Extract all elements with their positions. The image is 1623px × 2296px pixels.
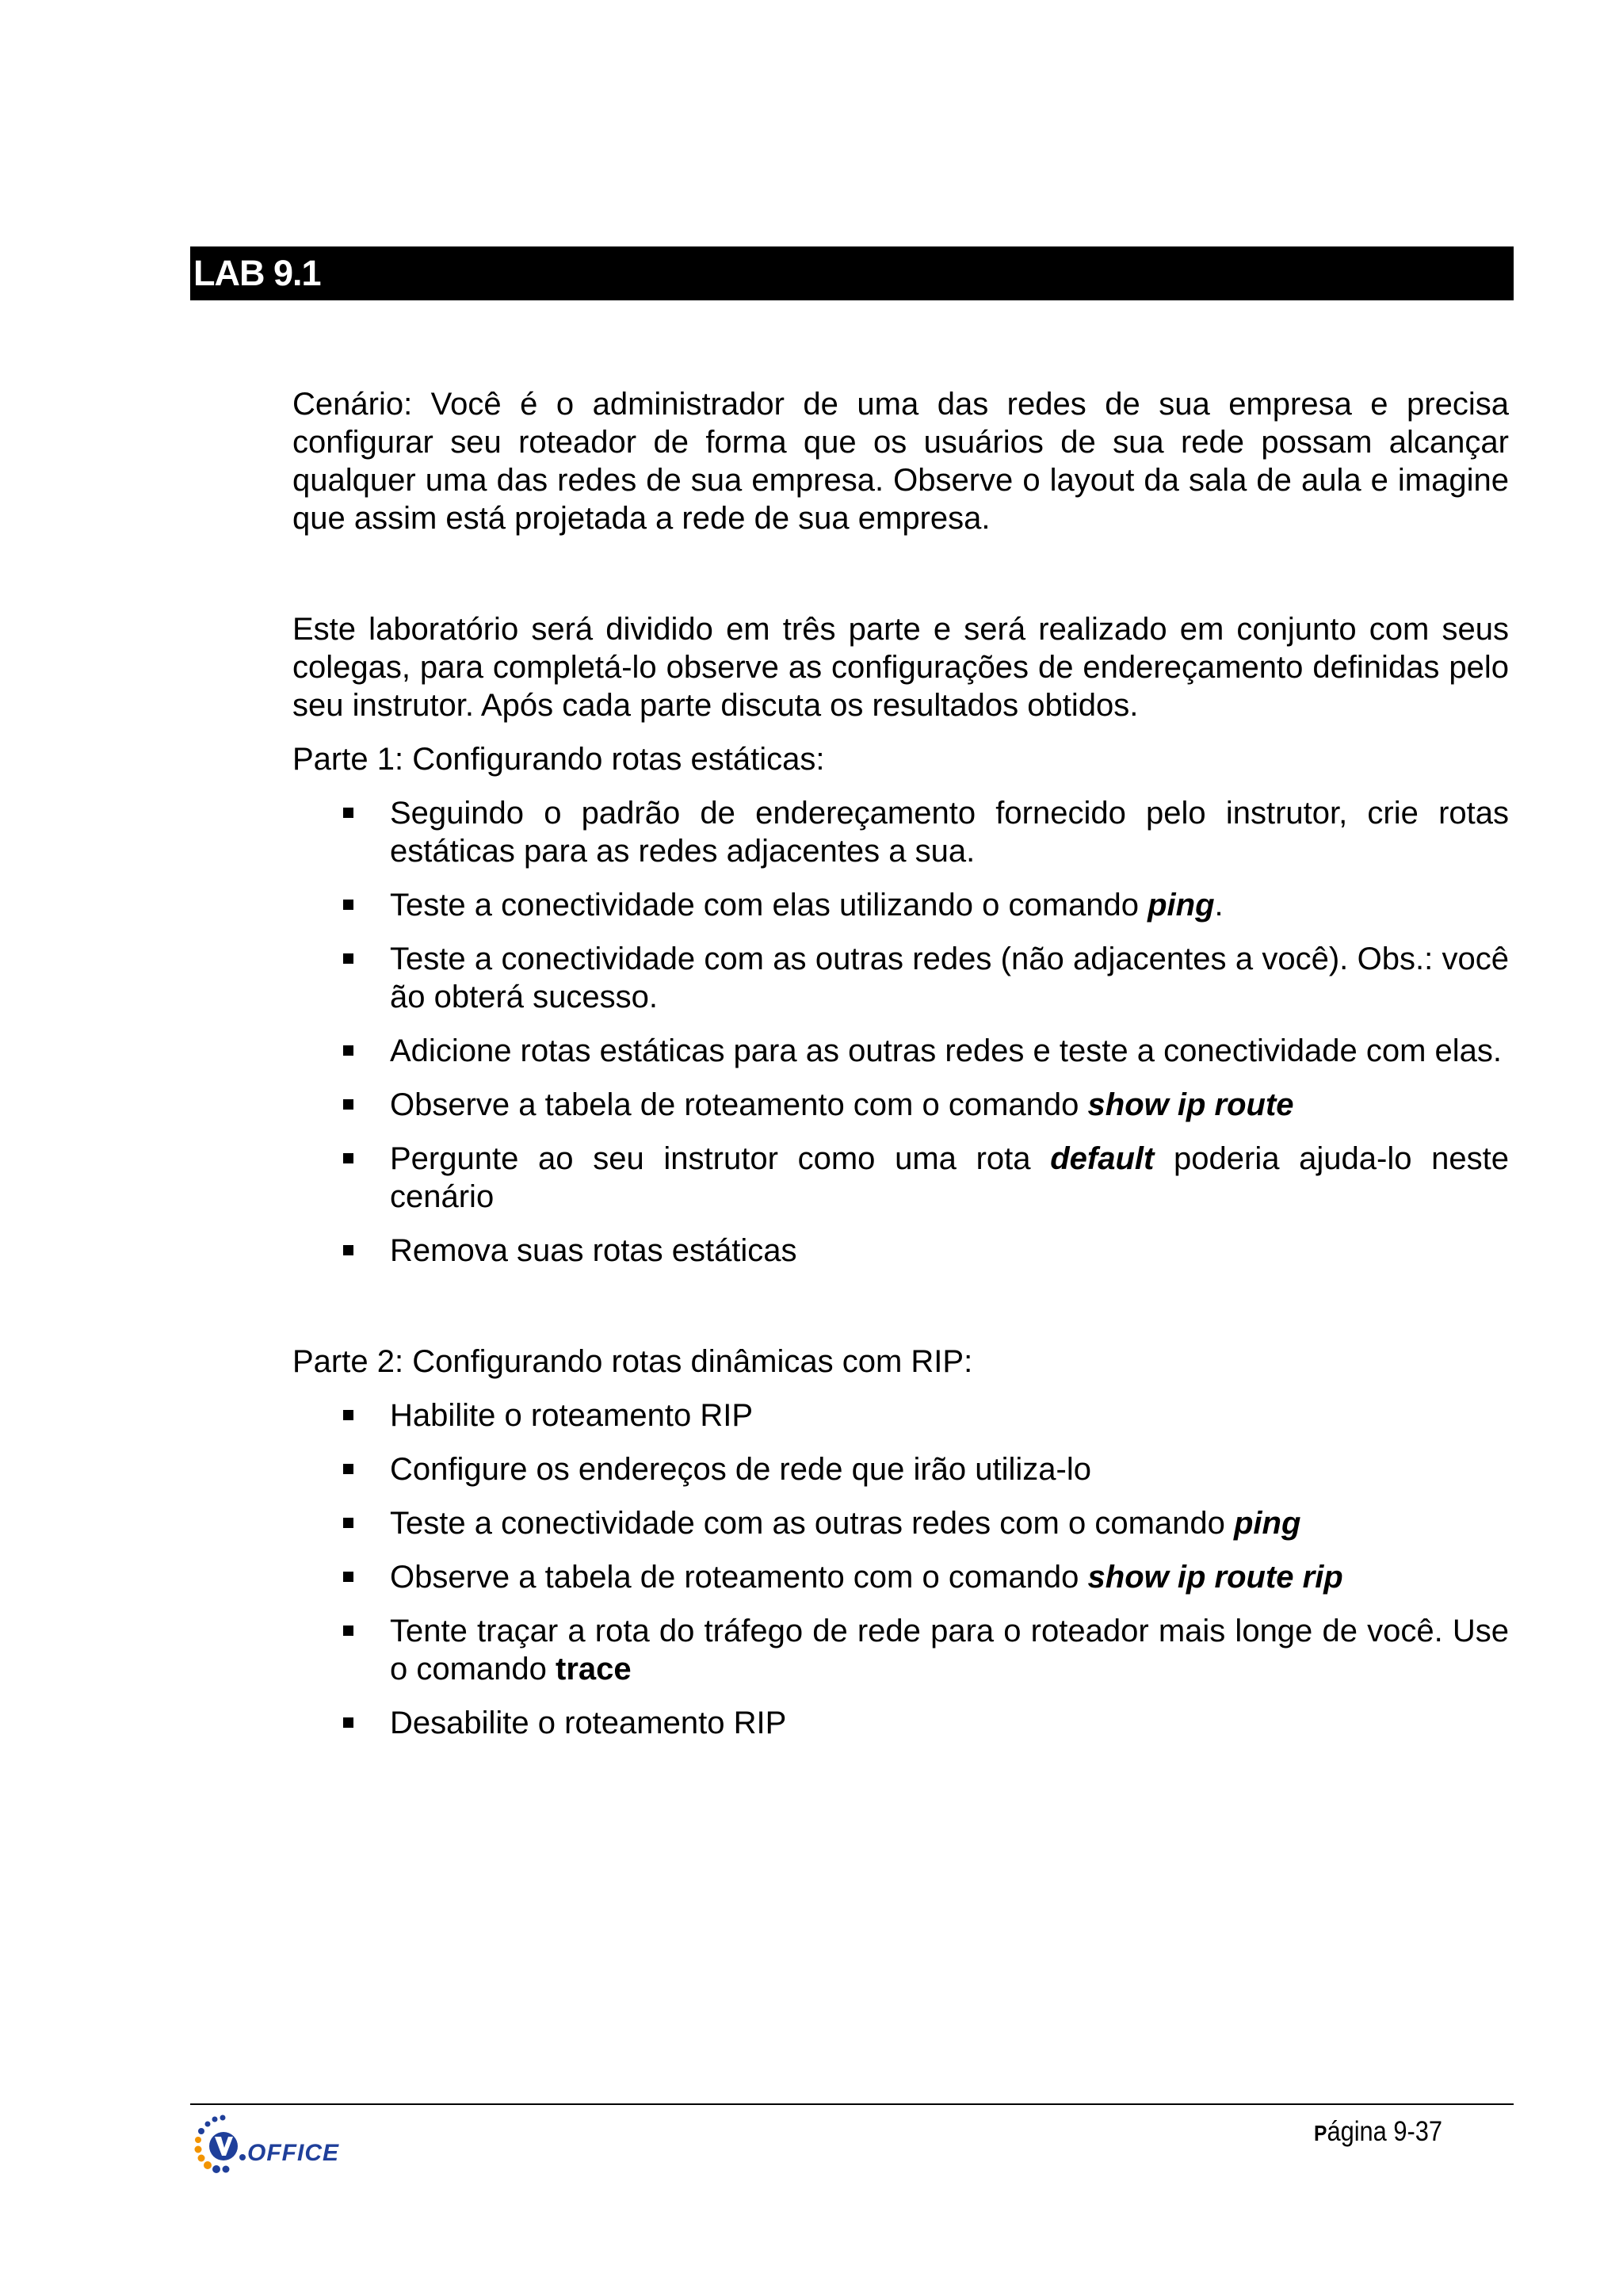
bullet-icon — [343, 1099, 353, 1110]
lab-title: LAB 9.1 — [193, 253, 321, 293]
command-text: ping — [1148, 888, 1215, 923]
logo-dot — [239, 2154, 246, 2160]
list-item — [292, 1232, 1509, 1270]
bullet-icon — [343, 1626, 353, 1636]
page-prefix: P — [1314, 2121, 1327, 2145]
command-text: trace — [556, 1652, 632, 1687]
item-text: Teste a conectividade com as outras redes com o comando — [390, 1506, 1234, 1541]
bullet-icon — [343, 1572, 353, 1582]
item-text: Tente traçar a rota do tráfego de rede para o roteador mais longe de você. Use o comando — [390, 1614, 1509, 1687]
bullet-icon — [343, 1518, 353, 1528]
item-text: Configure os endereços de rede que irão utiliza-lo — [390, 1452, 1091, 1487]
bullet-icon — [343, 1045, 353, 1056]
page-label: ágina 9-37 — [1327, 2116, 1443, 2147]
part2-heading: Parte 2: Configurando rotas dinâmicas com RIP: — [292, 1344, 973, 1379]
bullet-icon — [343, 1153, 353, 1163]
item-text: Teste a conectividade com elas utilizando o comando — [390, 888, 1148, 923]
part1-list — [292, 794, 1509, 1270]
list-item — [292, 1086, 1509, 1124]
bullet-icon — [343, 808, 353, 818]
bullet-icon — [343, 953, 353, 964]
scenario-paragraph: Cenário: Você é o administrador de uma das redes de sua empresa e precisa configurar seu roteador de forma que os usuários de sua rede possam alcançar qualquer uma das redes de sua empresa. Observe o layout da sala de aula e imagine que assim está projetada a rede de sua empresa. — [292, 387, 1509, 536]
list-item — [292, 886, 1509, 924]
bullet-icon — [343, 900, 353, 910]
item-text: Adicione rotas estáticas para as outras redes e teste a conectividade com elas. — [390, 1033, 1502, 1068]
logo-text: OFFICE — [247, 2140, 339, 2166]
item-text: Pergunte ao seu instrutor como uma rota — [390, 1141, 1051, 1176]
description-paragraph: Este laboratório será dividido em três parte e será realizado em conjunto com seus colegas, para completá-lo observe as configurações de endereçamento definidas pelo seu instrutor. Após cada parte discuta os resultados obtidos. — [292, 612, 1509, 723]
list-item — [292, 1032, 1509, 1070]
command-text: ping — [1234, 1506, 1301, 1541]
document-body — [292, 385, 1509, 1758]
item-text: Seguindo o padrão de endereçamento fornecido pelo instrutor, crie rotas estáticas para as redes adjacentes a sua. — [390, 796, 1509, 869]
voffice-logo — [192, 2113, 350, 2184]
item-text: Observe a tabela de roteamento com o comando — [390, 1560, 1088, 1595]
lab-header-bar — [190, 246, 1514, 300]
item-text: Teste a conectividade com as outras redes (não adjacentes a você). Obs.: você ão obterá sucesso. — [390, 942, 1509, 1014]
part1-heading: Parte 1: Configurando rotas estáticas: — [292, 742, 825, 777]
page-number — [1314, 2115, 1442, 2150]
item-text: poderia ajuda-lo neste cenário — [390, 1141, 1510, 1214]
command-text: default — [1050, 1141, 1155, 1176]
list-item — [292, 1450, 1509, 1488]
list-item — [292, 1558, 1509, 1596]
bullet-icon — [343, 1464, 353, 1474]
command-text: show ip route — [1087, 1087, 1294, 1122]
list-item — [292, 940, 1509, 1016]
list-item — [292, 1140, 1509, 1216]
bullet-icon — [343, 1717, 353, 1728]
list-item — [292, 1612, 1509, 1688]
item-text: Remova suas rotas estáticas — [390, 1233, 797, 1268]
list-item — [292, 1704, 1509, 1742]
list-item — [292, 1504, 1509, 1542]
item-text: . — [1214, 888, 1224, 923]
footer-divider — [190, 2103, 1514, 2105]
bullet-icon — [343, 1410, 353, 1420]
bullet-icon — [343, 1245, 353, 1255]
part2-list — [292, 1396, 1509, 1742]
list-item — [292, 794, 1509, 870]
list-item — [292, 1396, 1509, 1435]
logo-v-mark — [209, 2132, 238, 2160]
command-text: show ip route rip — [1087, 1560, 1343, 1595]
item-text: Habilite o roteamento RIP — [390, 1398, 754, 1433]
item-text: Observe a tabela de roteamento com o comando — [390, 1087, 1088, 1122]
item-text: Desabilite o roteamento RIP — [390, 1706, 787, 1740]
